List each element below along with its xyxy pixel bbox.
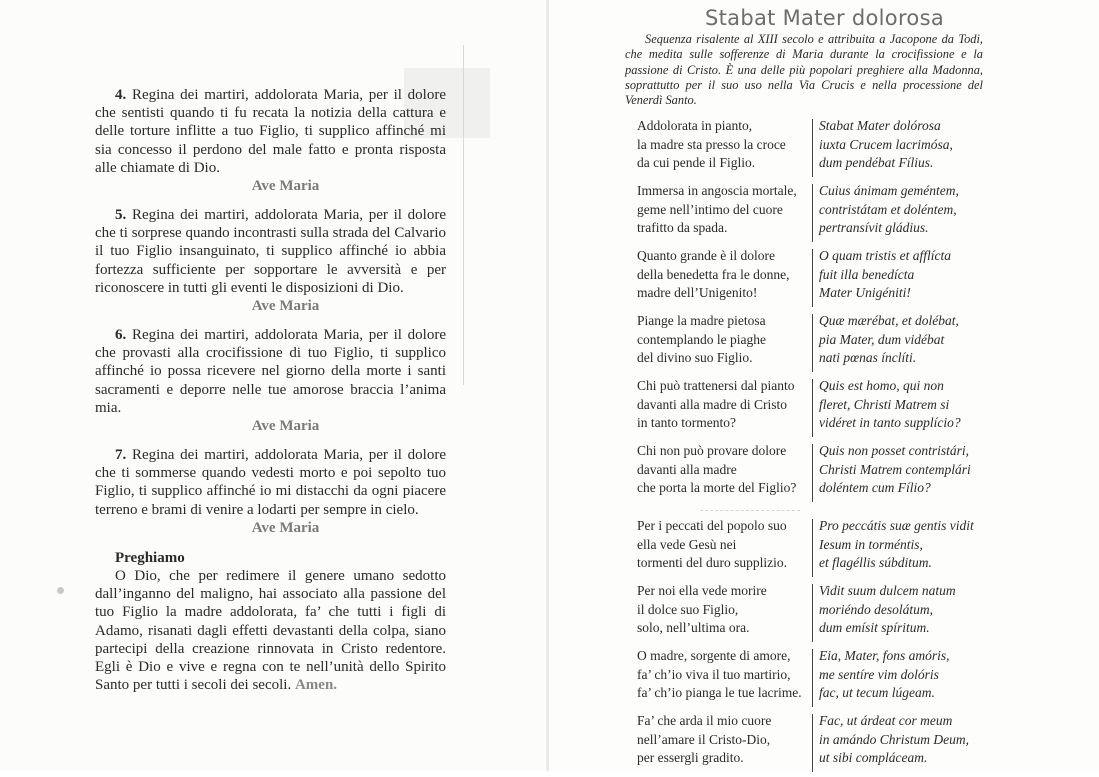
latin-verse [817, 247, 989, 303]
verse-line: Fac, ut árdeat cor meum [819, 713, 953, 728]
stanza [637, 647, 997, 712]
verse-line: da cui pende il Figlio. [637, 155, 756, 171]
amen: Amen. [294, 677, 338, 694]
verse-line: del divino suo Figlio. [637, 350, 753, 366]
verse-line: il dolce suo Figlio, [637, 601, 739, 617]
prayer-number: 7. [115, 447, 127, 464]
latin-verse [817, 712, 989, 768]
italian-verse [637, 182, 809, 238]
italian-verse [637, 312, 809, 368]
verse-line: nati pœnas ínclíti. [819, 350, 917, 366]
verse-line: O madre, sorgente di amore, [637, 648, 791, 663]
verse-line: Stabat Mater dolórosa [819, 118, 941, 133]
margin-crease [463, 45, 464, 385]
verse-line: Per noi ella vede morire [637, 583, 767, 598]
verse-line: contristátam et doléntem, [819, 201, 957, 217]
italian-verse [637, 517, 809, 573]
verse-line: Mater Unigéniti! [819, 285, 911, 301]
stanza [637, 182, 997, 247]
verse-line: et flagéllis súbditum. [819, 555, 932, 571]
column-divider [812, 519, 813, 577]
verse-line: in tanto tormento? [637, 415, 736, 431]
latin-verse [817, 377, 989, 433]
verse-line: Vidit suum dulcem natum [819, 583, 956, 598]
italian-verse [637, 377, 809, 433]
verse-line: pia Mater, dum vidébat [819, 331, 945, 347]
verse-line: nell’amare il Cristo-Dio, [637, 731, 771, 747]
prayer-text: Regina dei martiri, addolorata Maria, per il dolore che provasti alla crocifissione di tuo Figlio, ti supplico affinché io possa ricevere nel giorno della morte i santi sacramenti e deporre nelle tue amorose braccia l’anima mia. [95, 327, 447, 416]
verse-line: fleret, Christi Matrem si [819, 396, 950, 412]
closing-title: Preghiamo [115, 549, 185, 566]
response-ave-maria: Ave Maria [251, 298, 320, 315]
verse-line: Piange la madre pietosa [637, 313, 766, 328]
stanza [637, 117, 997, 182]
verse-line: Chi può trattenersi dal pianto [637, 378, 795, 393]
verse-line: che porta la morte del Figlio? [637, 480, 797, 496]
verse-line: davanti alla madre di Cristo [637, 396, 787, 412]
verse-line: geme nell’intimo del cuore [637, 201, 783, 217]
verse-line: me sentíre vim dolóris [819, 666, 939, 682]
prayer-4 [95, 86, 446, 177]
latin-verse [817, 582, 989, 638]
column-divider [812, 314, 813, 372]
stanza [637, 712, 997, 777]
verse-line: Immersa in angoscia mortale, [637, 183, 797, 198]
verse-line: della benedetta fra le donne, [637, 266, 790, 282]
verse-line: fa’ ch’io viva il tuo martirio, [637, 666, 791, 682]
prayer-text: Regina dei martiri, addolorata Maria, per il dolore che ti sommerse quando vedesti morto e poi sepolto tuo Figlio, ti supplico affinché io mi distacchi da ogni piacere terreno e brami di venire a lodarti per sempre in cielo. [95, 447, 447, 518]
page-spot [57, 587, 64, 594]
verse-line: trafitto da spada. [637, 220, 728, 236]
verse-line: Eia, Mater, fons amóris, [819, 648, 950, 663]
stanza [637, 377, 997, 442]
verse-line: Chi non può provare dolore [637, 443, 787, 458]
stanza [637, 312, 997, 377]
column-divider [812, 249, 813, 307]
prayer-number: 5. [115, 207, 127, 224]
section-separator [700, 510, 800, 512]
verse-line: fac, ut tecum lúgeam. [819, 685, 935, 701]
verse-line: Quanto grande è il dolore [637, 248, 775, 263]
verse-line: Quæ mærébat, et dolébat, [819, 313, 959, 328]
verse-line: fa’ ch’io pianga le tue lacrime. [637, 685, 802, 701]
column-divider [812, 584, 813, 642]
verse-line: Addolorata in pianto, [637, 118, 753, 133]
column-divider [812, 379, 813, 437]
intro-paragraph: Sequenza risalente al XIII secolo e attribuita a Jacopone da Todi, che medita sulle sofferenze di Maria durante la crocifissione e la passione di Cristo. È una delle più popolari preghiere alla Madonna, soprattutto per il suo uso nella Via Crucis e nella processione del Venerdì Santo. [625, 32, 983, 108]
verse-line: Christi Matrem contemplári [819, 461, 971, 477]
italian-verse [637, 712, 809, 768]
verse-line: Pro peccátis suæ gentis vidit [819, 518, 974, 533]
latin-verse [817, 312, 989, 368]
prayer-number: 6. [115, 327, 127, 344]
verse-line: Quis non posset contristári, [819, 443, 970, 458]
prayer-number: 4. [115, 87, 127, 103]
verse-line: madre dell’Unigenito! [637, 285, 758, 301]
latin-verse [817, 182, 989, 238]
verse-line: contemplando le piaghe [637, 331, 766, 347]
verse-line: Iesum in torméntis, [819, 536, 923, 552]
verse-line: doléntem cum Fílio? [819, 480, 931, 496]
prayer-column [95, 86, 446, 694]
verse-line: Fa’ che arda il mio cuore [637, 713, 772, 728]
verse-line: dum pendébat Fílius. [819, 155, 934, 171]
response-ave-maria: Ave Maria [251, 519, 320, 536]
verse-line: fuit illa benedícta [819, 266, 915, 282]
verse-line: tormenti del duro supplizio. [637, 555, 787, 571]
italian-verse [637, 582, 809, 638]
column-divider [812, 714, 813, 772]
stanza [637, 517, 997, 582]
stanza-list [637, 117, 997, 777]
response-ave-maria: Ave Maria [251, 418, 320, 435]
latin-verse [817, 517, 989, 573]
latin-verse [817, 117, 989, 173]
italian-verse [637, 442, 809, 498]
stanza [637, 582, 997, 647]
prayer-text: Regina dei martiri, addolorata Maria, per il dolore che sentisti quando ti fu recata la notizia della cattura e delle torture inflitte a tuo Figlio, ti supplico affinché mi sia concesso il perdono del male fatto e pronta risposta alle chiamate di Dio. [95, 87, 447, 176]
italian-verse [637, 247, 809, 303]
left-page [0, 0, 548, 771]
verse-line: Per i peccati del popolo suo [637, 518, 787, 533]
prayer-5 [95, 206, 446, 297]
prayer-6 [95, 326, 446, 417]
italian-verse [637, 647, 809, 703]
stanza [637, 247, 997, 312]
verse-line: O quam tristis et afflícta [819, 248, 952, 263]
verse-line: Quis est homo, qui non [819, 378, 944, 393]
closing-text: O Dio, che per redimere il genere umano sedotto dall’inganno del maligno, hai associato alla passione del tuo Figlio la madre addolorata, fa’ che tutti i figli di Adamo, risanati dagli effetti devastanti della colpa, siano partecipi della creazione rinnovata in Cristo redentore. Egli è Dio e vive e regna con te nell’unità dello Spirito Santo per tutti i secoli dei secoli. [95, 568, 446, 694]
response-ave-maria: Ave Maria [251, 178, 320, 195]
verse-line: ut sibi compláceam. [819, 750, 928, 766]
verse-line: davanti alla madre [637, 461, 737, 477]
stanza [637, 442, 997, 507]
verse-line: pertransívit gládius. [819, 220, 929, 236]
column-divider [812, 444, 813, 502]
verse-line: in amándo Christum Deum, [819, 731, 970, 747]
latin-verse [817, 647, 989, 703]
verse-line: la madre sta presso la croce [637, 136, 786, 152]
italian-verse [637, 117, 809, 173]
latin-verse [817, 442, 989, 498]
column-divider [812, 119, 813, 177]
column-divider [812, 649, 813, 707]
prayer-7 [95, 446, 446, 519]
verse-line: solo, nell’ultima ora. [637, 620, 750, 636]
verse-line: moriéndo desolátum, [819, 601, 933, 617]
page-title: Stabat Mater dolorosa [705, 6, 944, 30]
verse-line: dum emísit spíritum. [819, 620, 930, 636]
verse-line: vidéret in tanto supplício? [819, 415, 961, 431]
verse-line: Cuius ánimam geméntem, [819, 183, 959, 198]
closing-prayer [95, 567, 446, 694]
prayer-text: Regina dei martiri, addolorata Maria, per il dolore che ti sorprese quando incontrasti sulla strada del Calvario il tuo Figlio insanguinato, ti supplico affinché io abbia fortezza sufficiente per sopportare le avversità e per riconoscere in tutti gli eventi le disposizioni di Dio. [95, 207, 447, 296]
column-divider [812, 184, 813, 242]
verse-line: iuxta Crucem lacrimósa, [819, 136, 953, 152]
verse-line: per essergli gradito. [637, 750, 744, 766]
verse-line: ella vede Gesù nei [637, 536, 737, 552]
